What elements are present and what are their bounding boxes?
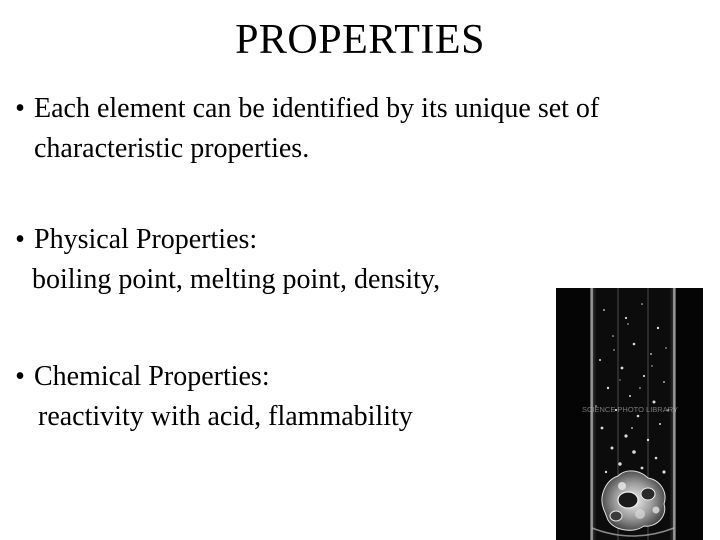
reaction-photo xyxy=(556,288,703,540)
bullet-text-line1: Each element can be identified by its unique set of xyxy=(34,93,600,124)
page-title: PROPERTIES xyxy=(235,17,485,63)
bullet-text-line2: characteristic properties. xyxy=(34,133,310,164)
bullet-heading: Chemical Properties: xyxy=(34,361,270,392)
bullet-detail: reactivity with acid, flammability xyxy=(38,401,413,432)
bullet-detail: boiling point, melting point, density, xyxy=(32,264,441,295)
bullet-marker: • xyxy=(15,361,25,392)
bullet-marker: • xyxy=(15,224,25,255)
photo-watermark: SCIENCE PHOTO LIBRARY xyxy=(582,405,678,414)
bullet-marker: • xyxy=(15,93,25,124)
bullet-identification xyxy=(6,89,706,169)
bullet-heading: Physical Properties: xyxy=(34,224,258,255)
